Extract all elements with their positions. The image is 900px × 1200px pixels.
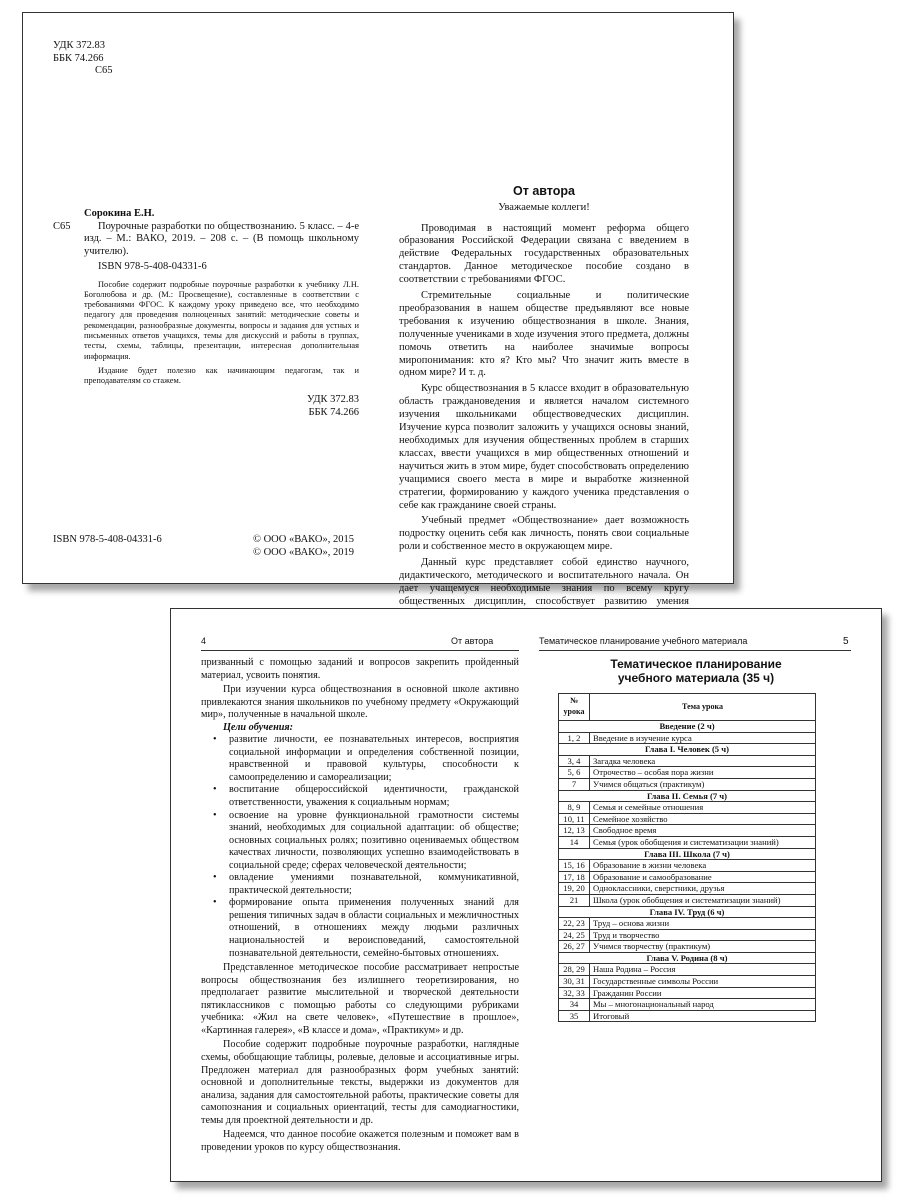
header-rule bbox=[201, 650, 519, 651]
goals-heading: Цели обучения: bbox=[223, 721, 294, 733]
table-row bbox=[559, 941, 816, 953]
lesson-topic: Наша Родина – Россия bbox=[590, 964, 816, 976]
lesson-topic: Государственные символы России bbox=[590, 976, 816, 988]
goal-item: • овладение умениями познавательной, коммуникативной, практической деятельности; bbox=[229, 872, 519, 897]
lesson-topic: Семейное хозяйство bbox=[590, 813, 816, 825]
body-paragraph: призванный с помощью заданий и вопросов закрепить пройденный материал, усвоить понятия. bbox=[201, 657, 519, 681]
lesson-number: 35 bbox=[559, 1010, 590, 1022]
preface-greeting: Уважаемые коллеги! bbox=[498, 202, 590, 213]
section-heading: Глава IV. Труд (6 ч) bbox=[559, 906, 816, 918]
goal-item: • развитие личности, ее познавательных интересов, восприятия социальной информации и определения собственной позиции, нравственной и правовой культуры, способности к самоопределению и самореализации; bbox=[229, 734, 519, 784]
abstract-note: Издание будет полезно как начинающим педагогам, так и преподавателям со стажем. bbox=[84, 365, 359, 386]
lesson-number: 17, 18 bbox=[559, 871, 590, 883]
lesson-topic: Учимся творчеству (практикум) bbox=[590, 941, 816, 953]
lesson-number: 1, 2 bbox=[559, 732, 590, 744]
table-section-row bbox=[559, 744, 816, 756]
goals-list bbox=[201, 734, 519, 960]
table-row bbox=[559, 894, 816, 906]
goal-item: • освоение на уровне функциональной грамотности системы знаний, необходимых для социальной адаптации: об обществе; основных социальных ролях; позитивно оцениваемых обществом качествах личности, позволяющих успешно взаимодействовать в социальной среде; сферах человеческой деятельности; bbox=[229, 810, 519, 873]
lesson-number: 34 bbox=[559, 999, 590, 1011]
lesson-number: 12, 13 bbox=[559, 825, 590, 837]
table-section-row bbox=[559, 721, 816, 733]
lesson-topic: Загадка человека bbox=[590, 755, 816, 767]
udk-code: УДК 372.83 bbox=[53, 40, 106, 51]
lesson-topic: Отрочество – особая пора жизни bbox=[590, 767, 816, 779]
copyright-line: © ООО «ВАКО», 2019 bbox=[253, 546, 354, 558]
preface-page bbox=[399, 183, 689, 635]
table-row bbox=[559, 976, 816, 988]
table-row bbox=[559, 929, 816, 941]
table-row bbox=[559, 767, 816, 779]
bibliographic-block bbox=[84, 208, 359, 419]
table-row bbox=[559, 825, 816, 837]
table-row bbox=[559, 802, 816, 814]
col-header-number: № урока bbox=[559, 694, 590, 721]
table-row bbox=[559, 1010, 816, 1022]
plan-title: Тематическое планирование учебного материала (35 ч) bbox=[610, 657, 782, 685]
section-heading: Глава II. Семья (7 ч) bbox=[559, 790, 816, 802]
section-heading: Глава I. Человек (5 ч) bbox=[559, 744, 816, 756]
col-header-topic: Тема урока bbox=[590, 694, 816, 721]
lesson-number: 21 bbox=[559, 894, 590, 906]
lesson-topic: Семья и семейные отношения bbox=[590, 802, 816, 814]
lesson-topic: Образование в жизни человека bbox=[590, 860, 816, 872]
lesson-number: 24, 25 bbox=[559, 929, 590, 941]
lesson-number: 30, 31 bbox=[559, 976, 590, 988]
lesson-topic: Введение в изучение курса bbox=[590, 732, 816, 744]
section-heading: Глава V. Родина (8 ч) bbox=[559, 952, 816, 964]
preface-title: От автора bbox=[513, 184, 575, 198]
preface-paragraph: Проводимая в настоящий момент реформа общего образования Российской Федерации связана с введением в действие Федеральных государственных образовательных стандартов. Данное методическое пособие создано в соответствии с требованиями ФГОС. bbox=[399, 222, 689, 286]
running-head: От автора bbox=[451, 636, 494, 646]
table-row bbox=[559, 999, 816, 1011]
lesson-number: 7 bbox=[559, 778, 590, 790]
udk-code-bottom: УДК 372.83 bbox=[306, 394, 359, 406]
author-mark: С65 bbox=[95, 65, 113, 76]
copyright-block bbox=[253, 534, 373, 559]
lesson-number: 3, 4 bbox=[559, 755, 590, 767]
body-paragraph: Надеемся, что данное пособие окажется полезным и поможет вам в проведении уроков по курсу обществознания. bbox=[201, 1129, 519, 1153]
udk-bbk-block bbox=[53, 40, 173, 78]
page-number: 5 bbox=[843, 636, 849, 647]
lesson-number: 14 bbox=[559, 836, 590, 848]
bbk-code: ББК 74.266 bbox=[53, 52, 104, 64]
preface-paragraph: Учебный предмет «Обществознание» дает возможность подростку оценить себя как личность, понять свои социальные роли и собственное место в окружающем мире. bbox=[399, 515, 689, 553]
goal-item: • воспитание общероссийской идентичности, гражданской ответственности, уважения к социальным нормам; bbox=[229, 784, 519, 809]
table-section-row bbox=[559, 952, 816, 964]
page-number: 4 bbox=[201, 636, 207, 646]
spread-preface-and-plan bbox=[170, 608, 882, 1182]
goal-item: • формирование опыта применения полученных знаний для решения типичных задач в области социальных и межличностных отношений, в отношениях между людьми различных национальностей и вероисповеданий, самостоятельной познавательной деятельности, семейно-бытовых отношениях. bbox=[229, 897, 519, 960]
table-row bbox=[559, 987, 816, 999]
lesson-topic: Мы – многонациональный народ bbox=[590, 999, 816, 1011]
bibliographic-reference: Поурочные разработки по обществознанию. 5 класс. – 4-е изд. – М.: ВАКО, 2019. – 208 с. – (В помощь школьному учителю). bbox=[84, 220, 359, 257]
lesson-number: 32, 33 bbox=[559, 987, 590, 999]
body-paragraph: Представленное методическое пособие рассматривает непростые вопросы обществознания без излишнего теоретизирования, но предполагает развитие мыслительной и творческой деятельности пятиклассников с помощью работы со следующими рубриками учебника: «Жил на свете человек», «Путешествие в прошлое», «Картинная галерея», «В классе и дома», «Практикум» и др. bbox=[201, 962, 519, 1036]
table-row bbox=[559, 778, 816, 790]
table-row bbox=[559, 964, 816, 976]
table-section-row bbox=[559, 906, 816, 918]
abstract-paragraph: Пособие содержит подробные поурочные разработки к учебнику Л.Н. Боголюбова и др. (М.: Просвещение), составленные в соответствии с требованиями ФГОС. К каждому уроку приведено все, что необходимо педагогу для проведения полноценных занятий: методические советы и рекомендации, разнообразные документы, вопросы и задания для устных и письменных ответов учащихся, темы для дискуссий и работы в группах, тесты, схемы, таблицы, презентации, интересная дополнительная информация. bbox=[84, 279, 359, 361]
running-head: Тематическое планирование учебного материала bbox=[539, 636, 748, 646]
lesson-topic: Одноклассники, сверстники, друзья bbox=[590, 883, 816, 895]
table-row bbox=[559, 755, 816, 767]
body-paragraph: Пособие содержит подробные поурочные разработки, наглядные схемы, обобщающие таблицы, ролевые, деловые и ассоциативные игры. Предложен материал для разнообразных форм учебных занятий: основной и дополнительные тексты, выдержки из документов для анализа, задания для самостоятельной работы, практические советы для самопознания и социальных ориентаций, тесты для самодиагностики, темы для проектной деятельности и др. bbox=[201, 1039, 519, 1126]
lesson-number: 22, 23 bbox=[559, 918, 590, 930]
table-row bbox=[559, 836, 816, 848]
preface-paragraph: Данный курс представляет собой единство научного, дидактического, методического и воспитательного начала. Он дает учащемуся необходимые знания по всему кругу общественных дисциплин, способствует развитию умения bbox=[399, 557, 689, 607]
preface-text bbox=[399, 223, 689, 635]
table-row bbox=[559, 860, 816, 872]
table-row bbox=[559, 883, 816, 895]
table-section-row bbox=[559, 848, 816, 860]
lesson-number: 15, 16 bbox=[559, 860, 590, 872]
section-heading: Глава III. Школа (7 ч) bbox=[559, 848, 816, 860]
table-section-row bbox=[559, 790, 816, 802]
plan-table-body bbox=[559, 721, 816, 1022]
body-paragraph: При изучении курса обществознания в основной школе активно привлекаются знания школьников по учебному предмету «Окружающий мир», полученные в начальной школе. bbox=[201, 684, 519, 721]
preface-paragraph: Стремительные социальные и политические преобразования в нашем обществе предъявляют все новые требования к изучению обществознания в школе. Знания, полученные учениками в ходе изучения этого предмета, должны помочь ответить на наиболее значимые вопросы миропонимания: кто я? Кто мы? Что значит жить вместе в одном мире? И т. д. bbox=[399, 290, 689, 379]
spread-title-and-preface bbox=[22, 12, 734, 607]
lesson-topic: Учимся общаться (практикум) bbox=[590, 778, 816, 790]
author-mark-left: С65 bbox=[53, 221, 71, 232]
lesson-topic: Труд и творчество bbox=[590, 929, 816, 941]
table-row bbox=[559, 813, 816, 825]
lesson-topic: Семья (урок обобщения и систематизации знаний) bbox=[590, 836, 816, 848]
lesson-number: 8, 9 bbox=[559, 802, 590, 814]
plan-table bbox=[558, 693, 816, 1022]
table-row bbox=[559, 732, 816, 744]
page-4-text bbox=[201, 657, 519, 1154]
lesson-topic: Школа (урок обобщения и систематизации знаний) bbox=[590, 894, 816, 906]
isbn-line: ISBN 978-5-408-04331-6 bbox=[98, 261, 207, 272]
bbk-code-bottom: ББК 74.266 bbox=[308, 406, 359, 418]
lesson-topic: Свободное время bbox=[590, 825, 816, 837]
table-row bbox=[559, 918, 816, 930]
lesson-number: 19, 20 bbox=[559, 883, 590, 895]
lesson-number: 5, 6 bbox=[559, 767, 590, 779]
header-rule bbox=[539, 650, 851, 651]
plan-table-wrap bbox=[558, 693, 816, 1022]
table-row bbox=[559, 871, 816, 883]
preface-paragraph: Курс обществознания в 5 классе входит в образовательную область граждановедения и является началом системного изучения школьниками обществоведческих дисциплин. Изучение курса позволит заложить у учащихся основы знаний, необходимых для изучения общественных проблем в старших классах, ввести учащихся в мир общественных отношений и научиться жить в этом мире, будет способствовать определению учащимися своего места в мире и выработке жизненной стратегии, формированию у каждого ученика представления о себе как гражданине своей страны. bbox=[399, 383, 689, 511]
lesson-topic: Итоговый bbox=[590, 1010, 816, 1022]
lesson-topic: Гражданин России bbox=[590, 987, 816, 999]
lesson-number: 26, 27 bbox=[559, 941, 590, 953]
lesson-number: 10, 11 bbox=[559, 813, 590, 825]
lesson-topic: Труд – основа жизни bbox=[590, 918, 816, 930]
author-name: Сорокина Е.Н. bbox=[84, 208, 155, 219]
lesson-number: 28, 29 bbox=[559, 964, 590, 976]
isbn-bottom: ISBN 978-5-408-04331-6 bbox=[53, 534, 162, 545]
copyright-line: © ООО «ВАКО», 2015 bbox=[253, 534, 354, 545]
lesson-topic: Образование и самообразование bbox=[590, 871, 816, 883]
section-heading: Введение (2 ч) bbox=[559, 721, 816, 733]
